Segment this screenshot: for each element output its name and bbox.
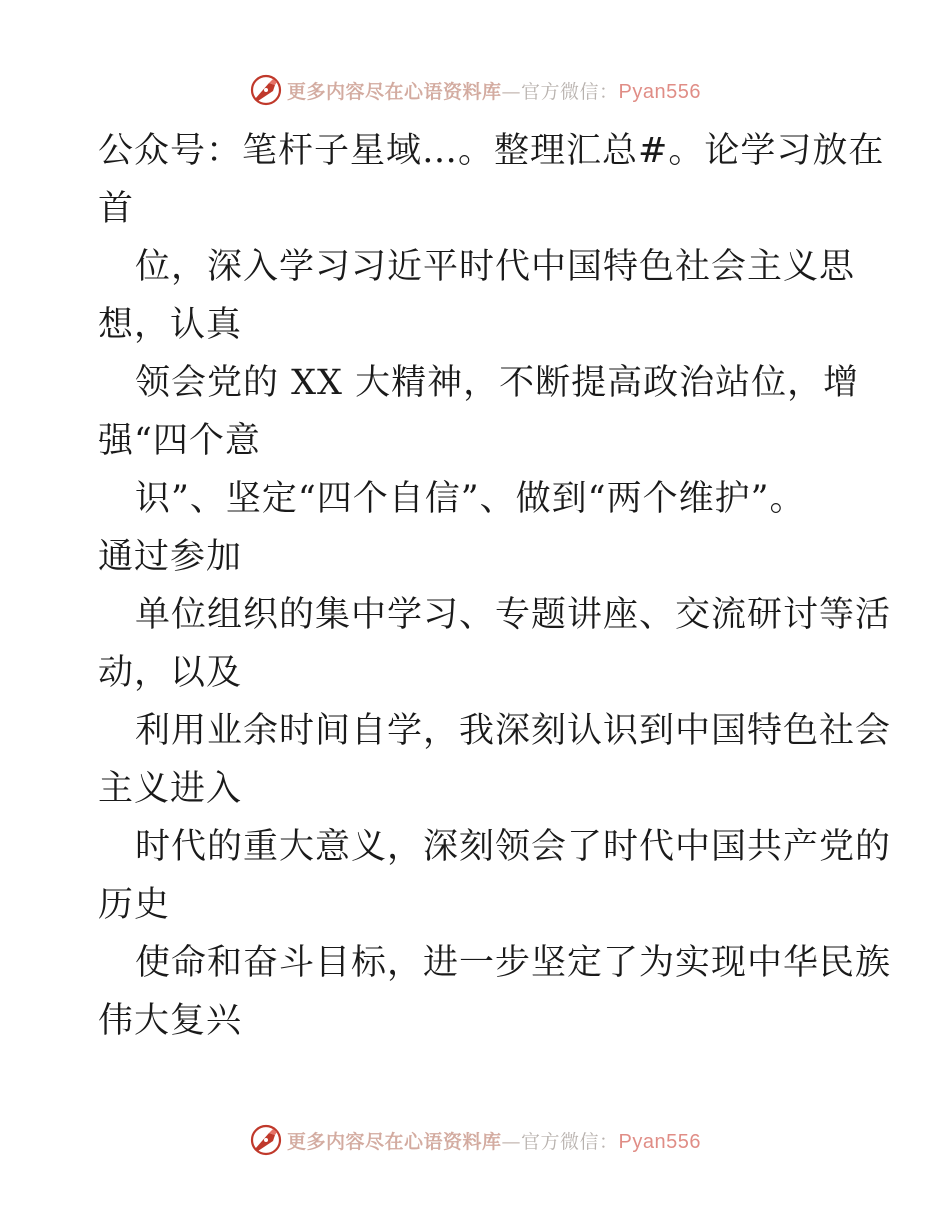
footer-banner-text [287, 1127, 701, 1154]
body-line-10: 动，以及 [98, 653, 243, 693]
body-line-2: 首 [98, 189, 135, 229]
body-line-8: 通过参加 [98, 537, 243, 577]
document-body [98, 122, 892, 1050]
body-line-16: 伟大复兴 [98, 1001, 243, 1041]
body-line-1: 公众号：笔杆子星域…。整理汇总#。论学习放在 [98, 131, 885, 171]
footer-wechat-id: Pyan556 [618, 1130, 701, 1153]
body-line-13: 时代的重大意义，深刻领会了时代中国共产党的 [135, 827, 892, 867]
header-banner-text [287, 77, 701, 104]
header-separator: — [501, 80, 522, 103]
header-wechat-label: 官方微信： [521, 80, 619, 103]
body-line-14: 历史 [98, 885, 171, 925]
body-line-5: 领会党的 XX 大精神，不断提高政治站位，增 [135, 363, 860, 403]
body-line-3: 位，深入学习习近平时代中国特色社会主义思 [135, 247, 856, 287]
pen-nib-logo-icon [249, 1123, 283, 1157]
body-line-6: 强“四个意 [98, 421, 261, 461]
footer-wechat-label: 官方微信： [521, 1130, 619, 1153]
body-line-15: 使命和奋斗目标，进一步坚定了为实现中华民族 [135, 943, 892, 983]
body-line-9: 单位组织的集中学习、专题讲座、交流研讨等活 [135, 595, 892, 635]
body-line-4: 想，认真 [98, 305, 243, 345]
footer-brand-text: 更多内容尽在心语资料库 [287, 1130, 502, 1153]
footer-separator: — [501, 1130, 522, 1153]
body-line-12: 主义进入 [98, 769, 243, 809]
body-line-11: 利用业余时间自学，我深刻认识到中国特色社会 [135, 711, 892, 751]
header-wechat-id: Pyan556 [618, 80, 701, 103]
footer-watermark-banner [0, 1120, 950, 1160]
header-watermark-banner [0, 70, 950, 110]
header-brand-text: 更多内容尽在心语资料库 [287, 80, 502, 103]
body-line-7: 识”、坚定“四个自信”、做到“两个维护”。 [135, 479, 806, 519]
pen-nib-logo-icon [249, 73, 283, 107]
